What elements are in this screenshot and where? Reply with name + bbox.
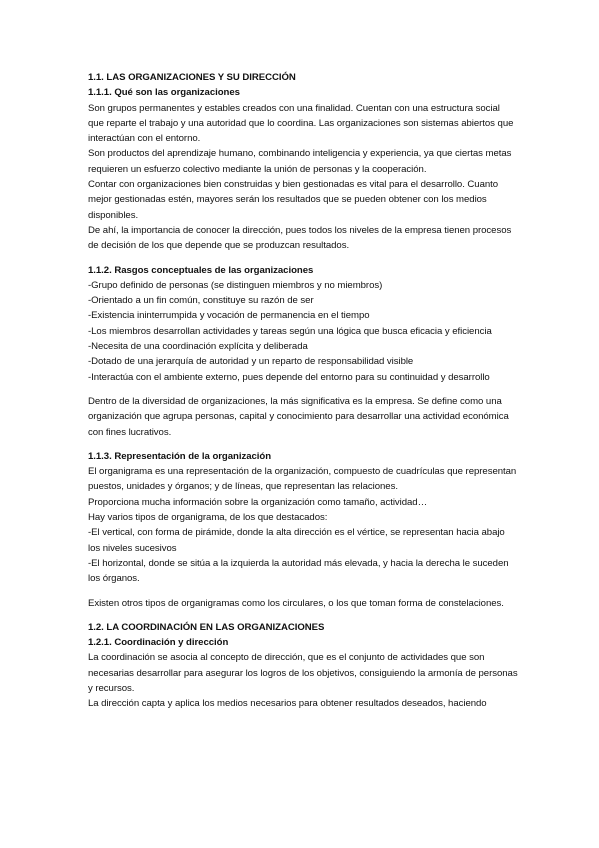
spacer <box>88 254 518 263</box>
traits-list <box>88 278 518 385</box>
paragraph: Son productos del aprendizaje humano, combinando inteligencia y experiencia, ya que ciertas metas requieren un esfuerzo colectivo mediante la unión de personas y la cooperación. <box>88 148 512 175</box>
list-item: -Existencia ininterrumpida y vocación de permanencia en el tiempo <box>88 310 370 322</box>
heading-1-1-3: 1.1.3. Representación de la organización <box>88 450 272 462</box>
heading-1-2-1: 1.2.1. Coordinación y dirección <box>88 637 229 649</box>
list-item: -El horizontal, donde se sitúa a la izquierda la autoridad más elevada, y hacia la derecha le suceden los órganos. <box>88 557 509 585</box>
spacer <box>88 611 518 620</box>
document-body <box>88 70 518 712</box>
paragraph: Son grupos permanentes y estables creados con una finalidad. Cuentan con una estructura social que reparte el trabajo y una autoridad que lo coordina. Las organizaciones son sistemas abiertos que interactúan con el entorno. <box>88 102 514 145</box>
heading-1-2: 1.2. LA COORDINACIÓN EN LAS ORGANIZACIONES <box>88 621 325 633</box>
list-item: -El vertical, con forma de pirámide, donde la alta dirección es el vértice, se representan hacia abajo los niveles sucesivos <box>88 527 505 554</box>
paragraph: El organigrama es una representación de la organización, compuesto de cuadrículas que representan puestos, unidades y órganos; y de líneas, que representan las relaciones. <box>88 466 517 493</box>
list-item: -Interactúa con el ambiente externo, pues depende del entorno para su continuidad y desarrollo <box>88 371 490 383</box>
paragraph: La dirección capta y aplica los medios necesarios para obtener resultados deseados, haciendo <box>88 698 487 710</box>
spacer <box>88 440 518 449</box>
paragraph: Hay varios tipos de organigrama, de los que destacados: <box>88 512 328 524</box>
heading-1-1-1: 1.1.1. Qué son las organizaciones <box>88 87 240 99</box>
paragraph: La coordinación se asocia al concepto de dirección, que es el conjunto de actividades que son necesarias desarrollar para asegurar los logros de los objetivos, consiguiendo la armonía de personas y recursos. <box>88 652 518 694</box>
paragraph: Existen otros tipos de organigramas como los circulares, o los que toman forma de constelaciones. <box>88 597 504 609</box>
list-item: -Grupo definido de personas (se distinguen miembros y no miembros) <box>88 279 383 291</box>
paragraph: Contar con organizaciones bien construidas y bien gestionadas es vital para el desarrollo. Cuanto mejor gestionadas estén, mayores serán los resultados que se pueden obtener con los medios disponibles. <box>88 179 499 221</box>
list-item: -Los miembros desarrollan actividades y tareas según una lógica que busca eficacia y eficiencia <box>88 325 492 337</box>
paragraph: Dentro de la diversidad de organizaciones, la más significativa es la empresa. Se define como una organización que agrupa personas, capital y conocimiento para desarrollar una actividad económica con fines lucrativos. <box>88 395 509 438</box>
list-item: -Dotado de una jerarquía de autoridad y un reparto de responsabilidad visible <box>88 356 414 368</box>
paragraph: Proporciona mucha información sobre la organización como tamaño, actividad… <box>88 496 428 508</box>
heading-1-1-2: 1.1.2. Rasgos conceptuales de las organizaciones <box>88 264 314 276</box>
organigram-types-list <box>88 525 518 586</box>
spacer <box>88 385 518 394</box>
heading-1-1: 1.1. LAS ORGANIZACIONES Y SU DIRECCIÓN <box>88 72 296 83</box>
paragraph: De ahí, la importancia de conocer la dirección, pues todos los niveles de la empresa tienen procesos de decisión de los que depende que se produzcan resultados. <box>88 224 512 252</box>
list-item: -Necesita de una coordinación explícita y deliberada <box>88 341 308 353</box>
spacer <box>88 587 518 596</box>
list-item: -Orientado a un fin común, constituye su razón de ser <box>88 295 314 307</box>
